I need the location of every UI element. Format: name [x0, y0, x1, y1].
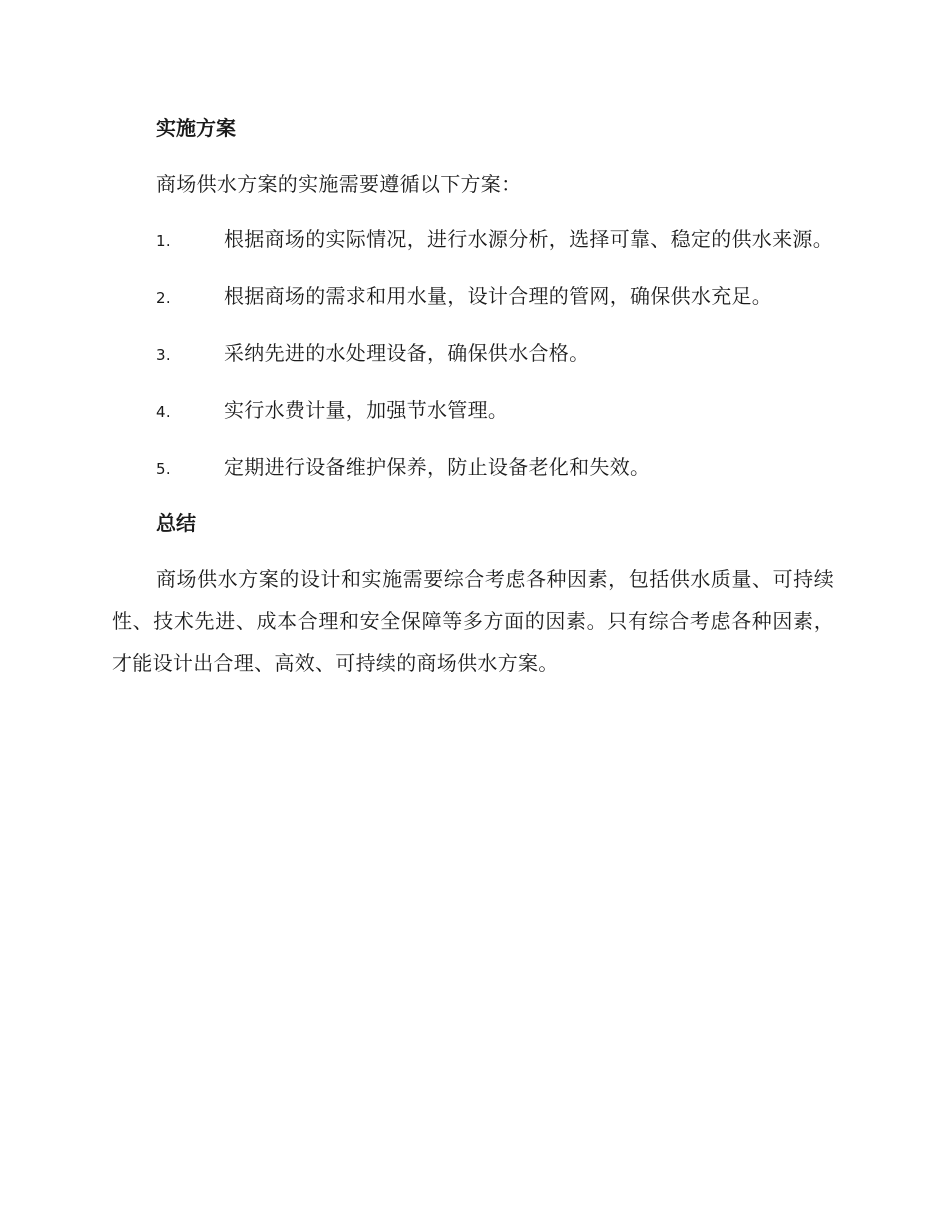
list-number: 1. [156, 232, 171, 250]
list-item [112, 332, 834, 376]
list-number: 5. [156, 460, 171, 478]
list-item [112, 446, 834, 490]
list-text: 实行水费计量，加强节水管理。 [224, 398, 509, 422]
summary-paragraph: 商场供水方案的设计和实施需要综合考虑各种因素，包括供水质量、可持续性、技术先进、成本合理和安全保障等多方面的因素。只有综合考虑各种因素，才能设计出合理、高效、可持续的商场供水方案。 [112, 567, 834, 675]
list-number: 2. [156, 289, 171, 307]
list-item [112, 275, 834, 319]
list-text: 采纳先进的水处理设备，确保供水合格。 [224, 341, 590, 365]
list-item [112, 218, 834, 262]
implementation-list [112, 218, 834, 490]
section-intro: 商场供水方案的实施需要遵循以下方案： [156, 172, 522, 196]
section-heading-implementation: 实施方案 [156, 116, 236, 140]
list-text: 根据商场的实际情况，进行水源分析，选择可靠、稳定的供水来源。 [224, 227, 833, 251]
list-number: 4. [156, 403, 171, 421]
document-page [112, 108, 834, 697]
list-text: 定期进行设备维护保养，防止设备老化和失效。 [224, 455, 651, 479]
section-heading-summary: 总结 [156, 511, 196, 535]
list-text: 根据商场的需求和用水量，设计合理的管网，确保供水充足。 [224, 284, 773, 308]
list-item [112, 389, 834, 433]
list-number: 3. [156, 346, 171, 364]
